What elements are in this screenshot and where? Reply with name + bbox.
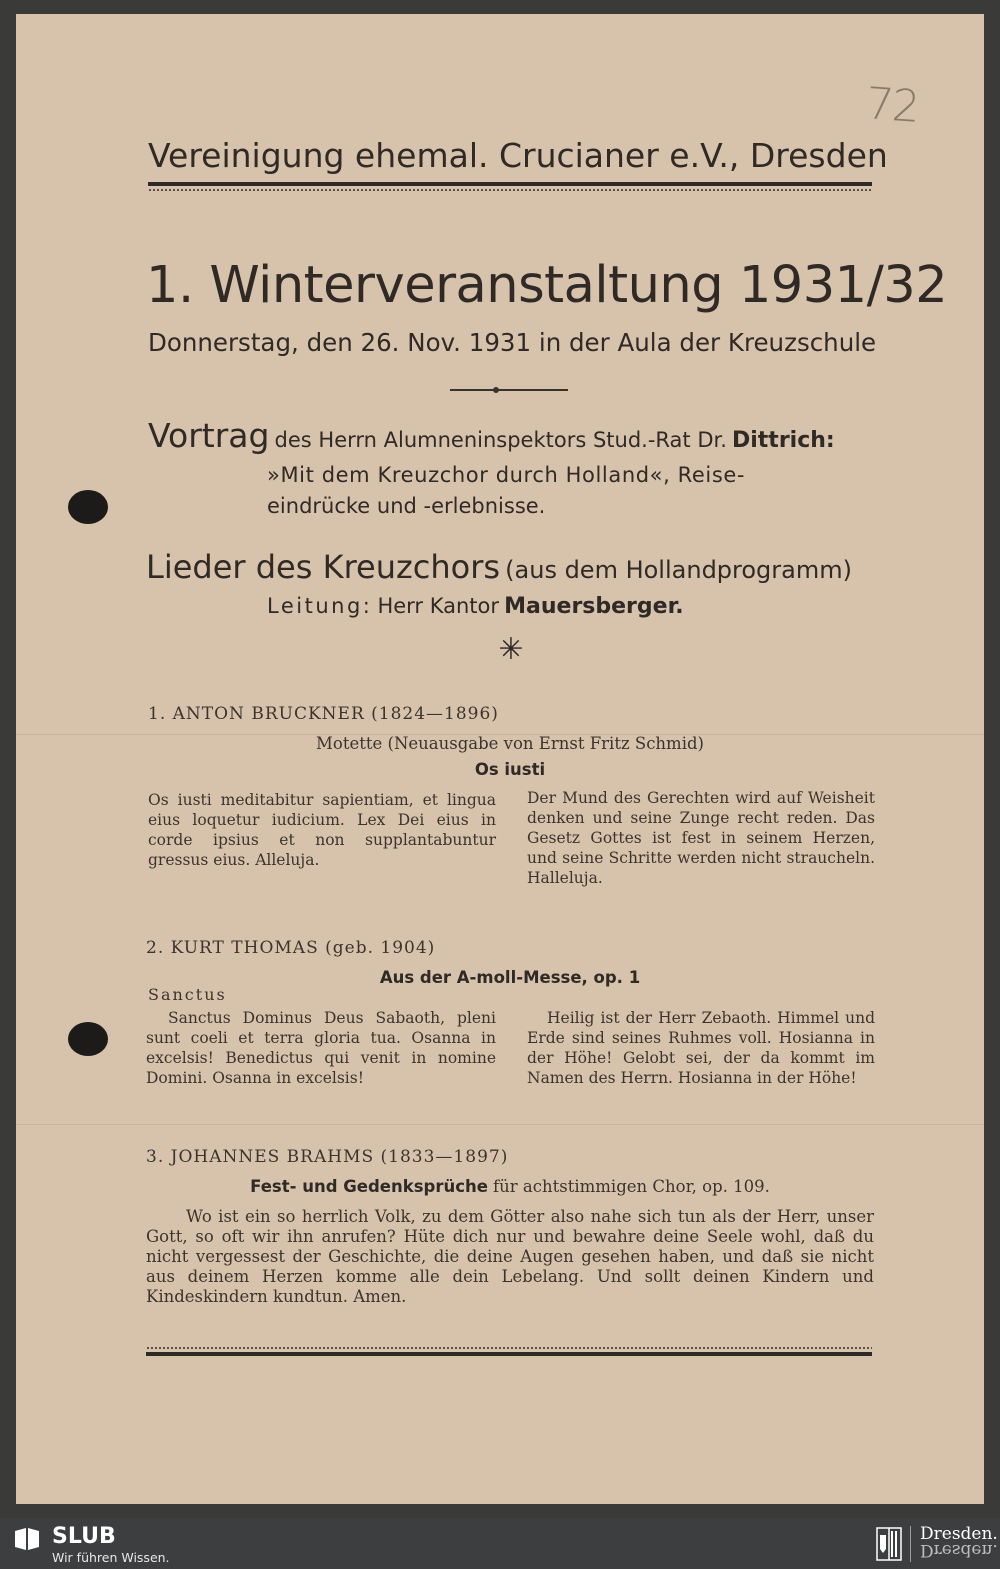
lecture-speaker-name: Dittrich:: [731, 428, 835, 453]
punch-hole: [68, 490, 108, 524]
divider-ornament: [440, 382, 572, 396]
program-1-work: Os iusti: [474, 760, 546, 779]
program-3-text: Wo ist ein so herrlich Volk, zu dem Götter also nahe sich tun als der Herr, unser Gott, so oft wir ihn anrufen? Hüte dich nur und bewahre deine Seele wohl, daß du nicht vergessest der Geschichte, die deine Augen gesehen haben, und daß sie nicht aus deinem Herzen komme alle dein Lebelang. Und sollt deinen Kindern und Kindeskindern kundtun. Amen.: [146, 1207, 874, 1306]
program-1-composer: 1. ANTON BRUCKNER (1824—1896): [148, 704, 499, 724]
event-date-line: Donnerstag, den 26. Nov. 1931 in der Aula der Kreuzschule: [148, 328, 877, 357]
dresden-wordmark: Dresden.: [920, 1524, 998, 1544]
book-logo-icon: [14, 1527, 40, 1551]
dresden-logo[interactable]: [920, 1524, 998, 1560]
archive-number: 72: [864, 78, 920, 133]
program-1-latin-text: Os iusti meditabitur sapientiam, et lingua eius loquetur iudicium. Lex Dei eius in corde ipsius et non supplantabuntur gressus eius. Alleluja.: [148, 791, 496, 869]
leitung-label: Leitung:: [267, 594, 373, 618]
organization-name: Vereinigung ehemal. Crucianer e.V., Dresden: [148, 136, 888, 175]
dresden-crest-icon: [876, 1527, 902, 1561]
lecture-label: Vortrag: [148, 416, 270, 455]
program-2-latin-text: Sanctus Dominus Deus Sabaoth, pleni sunt coeli et terra gloria tua. Osanna in excelsis! Benedictus qui venit in nomine Domini. Osanna in excelsis!: [146, 1009, 496, 1087]
program-3-composer: 3. JOHANNES BRAHMS (1833—1897): [146, 1147, 509, 1167]
leitung-name: Mauersberger.: [504, 594, 684, 619]
program-3-work-note: für achtstimmigen Chor, op. 109.: [493, 1177, 770, 1196]
punch-hole: [68, 1022, 108, 1056]
program-2-section: Sanctus: [148, 985, 227, 1004]
slub-brand[interactable]: SLUB: [52, 1524, 116, 1549]
songs-heading: Lieder des Kreuzchors: [146, 548, 501, 586]
lecture-title-line-1: »Mit dem Kreuzchor durch Holland«, Reise-: [267, 463, 746, 487]
program-2-composer: 2. KURT THOMAS (geb. 1904): [146, 938, 436, 958]
leitung-prefix: Herr Kantor: [377, 594, 500, 618]
leitung-line: [267, 594, 877, 619]
event-title: 1. Winterveranstaltung 1931/32: [146, 256, 948, 315]
dresden-wordmark-reflection: Dresden.: [920, 1540, 998, 1560]
program-1-german-text: Der Mund des Gerechten wird auf Weisheit denken und seine Zunge recht reden. Das Gesetz Gottes ist fest in seinem Herzen, und seine Schritte werden nicht straucheln. Halleluja.: [527, 789, 875, 887]
program-2-work: Aus der A-moll-Messe, op. 1: [379, 968, 641, 987]
songs-heading-line: [146, 548, 886, 586]
header-rule: [148, 182, 872, 192]
program-2-german-text: Heilig ist der Herr Zebaoth. Himmel und Erde sind seines Ruhmes voll. Hosianna in der Höhe! Gelobt sei, der da kommt im Namen des Herrn. Hosianna in der Höhe!: [527, 1009, 875, 1087]
star-ornament: ✳: [498, 632, 524, 667]
lecture-speaker-prefix: des Herrn Alumneninspektors Stud.-Rat Dr.: [274, 428, 727, 452]
footer-rule: [146, 1346, 872, 1356]
program-3-work: Fest- und Gedenksprüche: [250, 1177, 488, 1196]
program-1-subtitle: Motette (Neuausgabe von Ernst Fritz Schmid): [316, 734, 704, 753]
songs-heading-note: (aus dem Hollandprogramm): [505, 556, 852, 584]
program-3-work-line: [148, 1177, 872, 1196]
footer-bar: [0, 1518, 1000, 1569]
lecture-title-line-2: eindrücke und -erlebnisse.: [267, 494, 546, 518]
footer-separator: [910, 1526, 911, 1562]
lecture-line: [148, 416, 888, 455]
slub-tagline: Wir führen Wissen.: [52, 1550, 170, 1565]
